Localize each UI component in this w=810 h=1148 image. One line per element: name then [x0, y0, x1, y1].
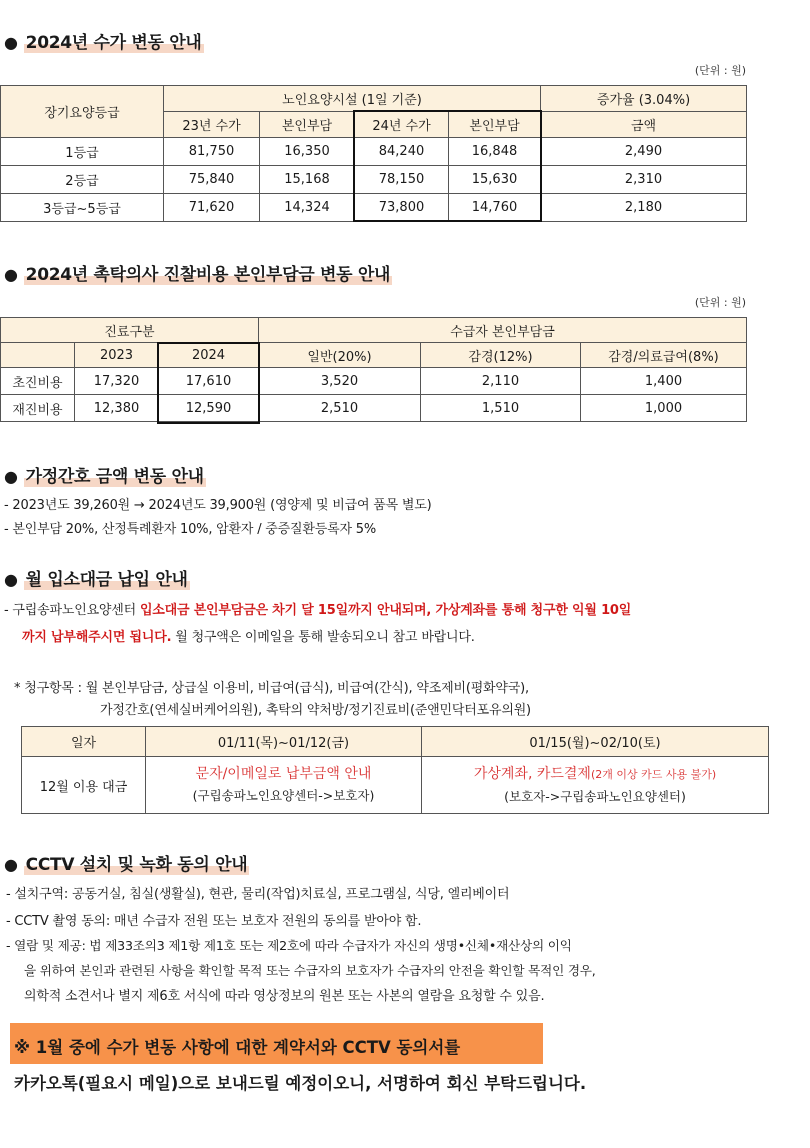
value-cell: 1,400: [581, 368, 747, 395]
value-cell: 14,324: [260, 194, 355, 222]
notice-cell: [146, 757, 422, 814]
grade-cell: 3등급~5등급: [1, 194, 164, 222]
header-23-self: 본인부담: [260, 112, 355, 138]
value-cell: 12,380: [75, 395, 159, 422]
header-24-fee: 24년 수가: [355, 112, 449, 138]
row-label: 재진비용: [1, 395, 75, 422]
home-nursing-line2: - 본인부담 20%, 산정특례환자 10%, 암환자 / 중증질환등록자 5%: [4, 522, 376, 537]
header-grade: 장기요양등급: [1, 86, 164, 138]
value-cell: 14,760: [449, 194, 541, 222]
value-cell: 81,750: [164, 138, 260, 166]
table-row: [1, 138, 747, 166]
value-cell: 2,490: [541, 138, 747, 166]
value-cell: 2,110: [421, 368, 581, 395]
notice-line2: 카카오톡(필요시 메일)으로 보내드릴 예정이오니, 서명하여 회신 부탁드립니다.: [14, 1074, 587, 1093]
row-label: 12월 이용 대금: [22, 757, 146, 814]
row-label: 초진비용: [1, 368, 75, 395]
value-cell: 2,510: [259, 395, 421, 422]
value-cell: 73,800: [355, 194, 449, 222]
payment-main-wrap: [422, 763, 768, 786]
header-24-self: 본인부담: [449, 112, 541, 138]
section1-unit: (단위 : 원): [694, 64, 746, 77]
notice-line1: ※ 1월 중에 수가 변동 사항에 대한 계약서와 CCTV 동의서를: [14, 1038, 461, 1057]
table-row: [22, 757, 769, 814]
value-cell: 1,510: [421, 395, 581, 422]
header-period2: 01/15(월)~02/10(토): [422, 727, 769, 757]
section2-unit: (단위 : 원): [694, 296, 746, 309]
value-cell: 12,590: [159, 395, 259, 422]
home-nursing-line1: - 2023년도 39,260원 → 2024년도 39,900원 (영양제 및 비급여 품목 별도): [4, 498, 432, 513]
value-cell: 17,320: [75, 368, 159, 395]
payment-line1: [4, 599, 631, 618]
grade-cell: 2등급: [1, 166, 164, 194]
header-empty: [1, 343, 75, 368]
payment-cell: [422, 757, 769, 814]
payment-line2: [22, 626, 475, 645]
header-2024: 2024: [159, 343, 259, 368]
bullet-icon: ●: [4, 570, 18, 589]
value-cell: 75,840: [164, 166, 260, 194]
cctv-line1: - 설치구역: 공동거실, 침실(생활실), 현관, 물리(작업)치료실, 프로그램실, 식당, 엘리베이터: [6, 887, 510, 902]
cctv-line5: 의학적 소견서나 별지 제6호 서식에 따라 영상정보의 원본 또는 사본의 열람을 요청할 수 있음.: [24, 989, 545, 1004]
table-row: [1, 368, 747, 395]
bullet-icon: ●: [4, 855, 18, 874]
section1-title: ● 2024년 수가 변동 안내: [4, 33, 202, 53]
header-23-fee: 23년 수가: [164, 112, 260, 138]
billing-items-line1: * 청구항목 : 월 본인부담금, 상급실 이용비, 비급여(급식), 비급여(간식), 약조제비(평화약국),: [14, 681, 529, 696]
section3-title: ● 가정간호 금액 변동 안내: [4, 467, 204, 487]
payment-main: 가상계좌, 카드결제: [473, 765, 591, 782]
cctv-line3: - 열람 및 제공: 법 제33조의3 제1항 제1호 또는 제2호에 따라 수급자가 자신의 생명•신체•재산상의 이익: [6, 938, 572, 953]
value-cell: 2,180: [541, 194, 747, 222]
header-period1: 01/11(목)~01/12(금): [146, 727, 422, 757]
notice-main: 문자/이메일로 납부금액 안내: [195, 766, 372, 782]
bullet-icon: ●: [4, 265, 18, 284]
fee-table: [0, 85, 747, 222]
payment-line2-plain: 월 청구액은 이메일을 통해 발송되오니 참고 바랍니다.: [171, 630, 475, 645]
payment-sub: (보호자->구립송파노인요양센터): [504, 788, 686, 804]
value-cell: 15,168: [260, 166, 355, 194]
header-facility: 노인요양시설 (1일 기준): [164, 86, 541, 112]
header-copay: 수급자 본인부담금: [259, 318, 747, 343]
cctv-line2: - CCTV 촬영 동의: 매년 수급자 전원 또는 보호자 전원의 동의를 받아야 함.: [6, 914, 422, 929]
value-cell: 17,610: [159, 368, 259, 395]
header-date: 일자: [22, 727, 146, 757]
payment-note: (2개 이상 카드 사용 불가): [590, 767, 717, 781]
value-cell: 78,150: [355, 166, 449, 194]
payment-line1-plain: - 구립송파노인요양센터: [4, 603, 140, 618]
value-cell: 1,000: [581, 395, 747, 422]
value-cell: 84,240: [355, 138, 449, 166]
table-row: [1, 166, 747, 194]
header-category: 진료구분: [1, 318, 259, 343]
notice-sub: (구립송파노인요양센터->보호자): [192, 788, 375, 803]
value-cell: 3,520: [259, 368, 421, 395]
value-cell: 71,620: [164, 194, 260, 222]
header-amount: 금액: [541, 112, 747, 138]
payment-schedule-table: [21, 726, 769, 814]
bullet-icon: ●: [4, 467, 18, 486]
grade-cell: 1등급: [1, 138, 164, 166]
header-2023: 2023: [75, 343, 159, 368]
doctor-fee-table: [0, 317, 747, 422]
cctv-line4: 을 위하여 본인과 관련된 사항을 확인할 목적 또는 수급자의 보호자가 수급자의 안전을 확인할 목적인 경우,: [24, 963, 596, 978]
header-reduced: 감경(12%): [421, 343, 581, 368]
payment-line1-red: 입소대금 본인부담금은 차기 달 15일까지 안내되며, 가상계좌를 통해 청구한 익월 10일: [139, 603, 632, 618]
table-row: [1, 194, 747, 222]
section2-title: ● 2024년 촉탁의사 진찰비용 본인부담금 변동 안내: [4, 265, 391, 285]
table-row: [1, 395, 747, 422]
value-cell: 2,310: [541, 166, 747, 194]
header-rate: 증가율 (3.04%): [541, 86, 747, 112]
section4-title: ● 월 입소대금 납입 안내: [4, 570, 188, 590]
value-cell: 16,350: [260, 138, 355, 166]
value-cell: 15,630: [449, 166, 541, 194]
header-medical-aid: 감경/의료급여(8%): [581, 343, 747, 368]
payment-line2-red: 까지 납부해주시면 됩니다.: [22, 630, 172, 645]
section5-title: ● CCTV 설치 및 녹화 동의 안내: [4, 855, 248, 875]
header-general: 일반(20%): [259, 343, 421, 368]
value-cell: 16,848: [449, 138, 541, 166]
billing-items-line2: 가정간호(연세실버케어의원), 촉탁의 약처방/정기진료비(준앤민닥터포유의원): [100, 703, 531, 718]
bullet-icon: ●: [4, 33, 18, 52]
